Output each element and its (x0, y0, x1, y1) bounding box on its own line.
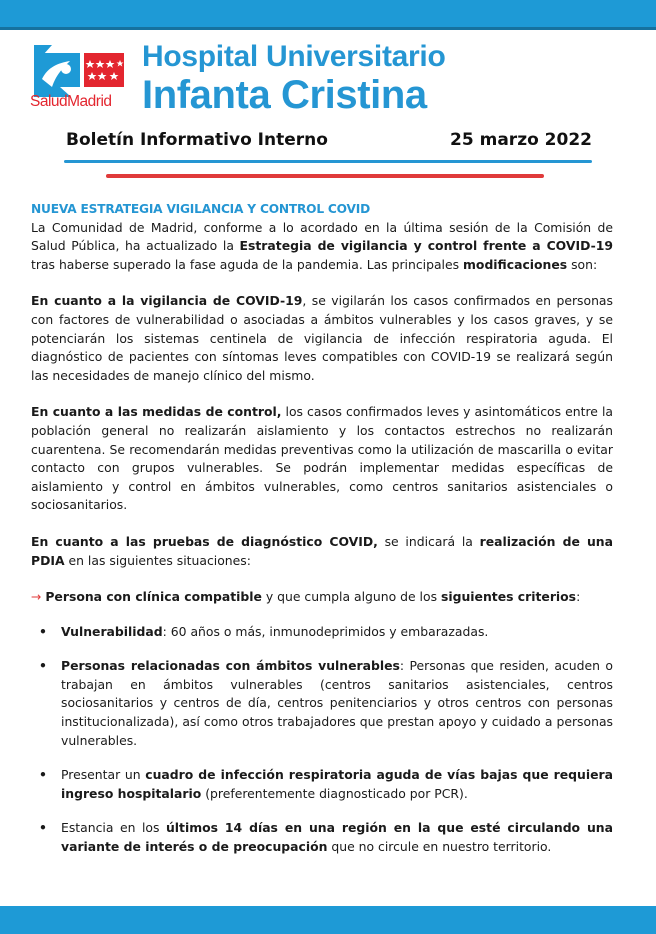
vigilancia-text: , se vigilarán los casos confirmados en personas con factores de vulnerabilidad o asociadas a ámbitos vulnerables y los casos graves, y se potenciarán los sistemas centinela de vigilancia de infección respiratoria aguda. El diagnóstico de pacientes con síntomas leves compatibles con COVID-19 se realizará según las necesidades de manejo clínico del mismo. (31, 293, 613, 383)
bulletin-date: 25 marzo 2022 (450, 130, 592, 150)
control-paragraph (31, 403, 613, 515)
bullet-dot-icon: • (39, 767, 47, 783)
criteria-paragraph (31, 588, 613, 607)
divider-red (106, 174, 544, 178)
bullet-text: que no circule en nuestro territorio. (327, 839, 552, 855)
pruebas-text-1: se indicará la (377, 533, 480, 549)
intro-bold-2: modificaciones (463, 256, 568, 272)
vigilancia-bold: En cuanto a la vigilancia de COVID-19 (31, 293, 303, 309)
control-bold: En cuanto a las medidas de control, (31, 404, 282, 420)
saludmadrid-logo (30, 43, 140, 115)
bullet-bold: Vulnerabilidad (61, 623, 163, 639)
top-color-bar (0, 0, 656, 30)
intro-paragraph (31, 219, 613, 275)
intro-bold-1: Estrategia de vigilancia y control frente a COVID-19 (239, 238, 613, 254)
bullet-text-lead: Presentar un (61, 767, 146, 783)
hospital-name (142, 40, 445, 116)
pruebas-paragraph (31, 533, 613, 570)
article-body (31, 200, 613, 857)
pruebas-bold-2: realización de una PDIA (31, 533, 613, 568)
section-title: NUEVA ESTRATEGIA VIGILANCIA Y CONTROL COVID (31, 202, 370, 216)
pruebas-text-2: en las siguientes situaciones: (64, 552, 251, 568)
pruebas-bold-1: En cuanto a las pruebas de diagnóstico COVID, (31, 533, 378, 549)
vigilancia-paragraph (31, 292, 613, 385)
intro-text-3: son: (567, 256, 598, 272)
hospital-name-line2: Infanta Cristina (142, 73, 427, 117)
bullet-text: : 60 años o más, inmunodeprimidos y embarazadas. (162, 623, 489, 639)
bottom-color-bar (0, 906, 656, 934)
criteria-text-2: : (576, 589, 581, 605)
criteria-text-1: y que cumpla alguno de los (261, 589, 441, 605)
bullet-item-estancia (31, 819, 613, 856)
bullet-bold: cuadro de infección respiratoria aguda de vías bajas que requiera ingreso hospitalario (61, 767, 613, 801)
bullet-text: (preferentemente diagnosticado por PCR). (201, 785, 468, 801)
logo-text: SaludMadrid (30, 93, 112, 110)
bullet-text: : Personas que residen, acuden o trabajan en ámbitos vulnerables (centros sanitarios asistenciales, centros sociosanitarios y centros de día, centros penitenciarios y otros centros con personas institucionalizada), así como otros trabajadores que prestan apoyo y cuidado a personas vulnerables. (61, 658, 613, 748)
intro-text-2: tras haberse superado la fase aguda de la pandemia. Las principales (31, 256, 464, 272)
bullet-item-ira (31, 766, 613, 803)
bullet-item-vulnerabilidad (31, 623, 613, 642)
bullet-item-ambitos (31, 657, 613, 750)
bullet-dot-icon: • (39, 658, 47, 674)
control-text: los casos confirmados leves y asintomáticos entre la población general no realizarán aislamiento y los contactos estrechos no realizarán cuarentena. Se recomendarán medidas preventivas como la utilización de mascarilla o evitar contacto con grupos vulnerables. Se podrán implementar medidas específicas de aislamiento y control en ámbitos vulnerables, como centros sanitarios asistenciales o sociosanitarios. (31, 404, 613, 513)
bullet-bold: últimos 14 días en una región en la que esté circulando una variante de interés o de preocupación (61, 820, 613, 855)
bullet-dot-icon: • (39, 623, 47, 639)
arrow-right-icon: → (31, 589, 42, 605)
criteria-bold-2: siguientes criterios (440, 589, 577, 605)
bullet-text-lead: Estancia en los (61, 820, 166, 836)
intro-text-1: La Comunidad de Madrid, conforme a lo acordado en la última sesión de la Comisión de Salud Pública, ha actualizado la (31, 219, 613, 254)
bulletin-title: Boletín Informativo Interno (66, 130, 328, 150)
bullet-bold: Personas relacionadas con ámbitos vulnerables (61, 658, 400, 674)
divider-blue (64, 160, 592, 163)
bullet-dot-icon: • (39, 820, 47, 836)
criteria-bold-1: Persona con clínica compatible (45, 589, 262, 605)
hospital-name-line1: Hospital Universitario (142, 40, 446, 73)
